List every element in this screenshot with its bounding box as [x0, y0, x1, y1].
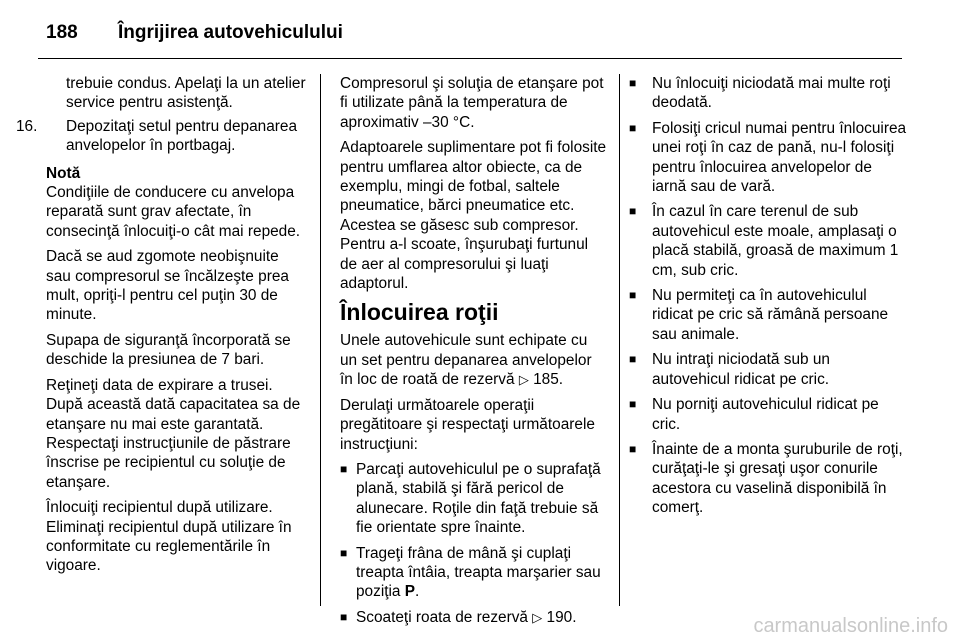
list-item — [624, 202, 908, 280]
list-item — [340, 460, 608, 538]
safety-list — [624, 74, 908, 518]
paragraph-temperature: Compresorul şi soluţia de etanşare pot fi utilizate până la temperatura de aproximativ –30 °C. — [340, 75, 604, 131]
column-3 — [624, 74, 908, 524]
list-item-end: . — [415, 583, 420, 601]
gear-position-label: P — [404, 583, 416, 601]
note-heading: Notă — [46, 164, 81, 182]
bullet-square-icon: ■ — [629, 352, 637, 367]
page-number: 188 — [46, 22, 78, 43]
page-reference-link[interactable]: 190. — [546, 608, 577, 626]
step-16 — [16, 117, 306, 156]
preparation-list — [340, 460, 608, 627]
list-item-text: Nu intraţi niciodată sub un autovehicul ridicat pe cric. — [652, 351, 830, 388]
column-divider-1 — [320, 74, 321, 606]
bullet-square-icon: ■ — [340, 609, 348, 624]
list-item-text: Parcaţi autovehiculul pe o suprafaţă plană, stabilă şi fără pericol de alunecare. Roţile din faţă trebuie să fie orientate spre înainte. — [356, 460, 601, 537]
paragraph-repair-kit-text: Unele autovehicule sunt echipate cu un set pentru depanarea anvelopelor în loc de roată de rezervă — [340, 332, 592, 389]
paragraph-repair-kit — [340, 331, 608, 389]
list-item — [624, 350, 908, 389]
bullet-square-icon: ■ — [629, 76, 637, 90]
section-heading: Înlocuirea roţii — [340, 299, 499, 326]
list-item — [624, 440, 908, 518]
bullet-square-icon: ■ — [629, 441, 637, 456]
list-item-text: Nu permiteţi ca în autovehiculul ridicat pe cric să rămână persoane sau animale. — [652, 287, 889, 343]
note-text: Condiţiile de conducere cu anvelopa reparată sunt grav afectate, în consecinţă înlocuiţi-o cât mai repede. — [46, 184, 301, 240]
list-item — [624, 119, 908, 197]
column-2 — [340, 74, 608, 633]
page-title: Îngrijirea autovehiculului — [118, 22, 343, 43]
list-item-text: În cazul în care terenul de sub autovehicul este moale, amplasaţi o placă stabilă, groasă de maximum 1 cm, sub cric. — [652, 203, 899, 279]
watermark: carmanualsonline.info — [753, 615, 948, 637]
bullet-square-icon: ■ — [629, 120, 637, 135]
list-item-text: Nu înlocuiţi niciodată mai multe roţi deodată. — [652, 75, 891, 112]
paragraph-adapters: Adaptoarele suplimentare pot fi folosite pentru umflarea altor obiecte, ca de exemplu, mingi de fotbal, saltele pneumatice, bărci pneumatice etc. Acestea se găsesc sub compresor. Pentru a-l scoate, înşurubaţi furtunul de aer al compresorului şi luaţi adaptorul. — [340, 139, 607, 293]
column-divider-2 — [619, 74, 620, 606]
bullet-square-icon: ■ — [629, 397, 637, 412]
bullet-square-icon: ■ — [340, 461, 348, 476]
column-1 — [16, 74, 306, 582]
list-item-text: Folosiţi cricul numai pentru înlocuirea unei roţi în caz de pană, nu-l folosiţi pentru înlocuirea anvelopelor de iarnă sau de vară. — [652, 119, 907, 196]
page-header — [0, 0, 960, 60]
list-item-text: Scoateţi roata de rezervă — [356, 608, 528, 626]
header-divider — [38, 58, 902, 59]
list-item — [624, 286, 908, 344]
step-16-text: Depozitaţi setul pentru depanarea anvelopelor în portbagaj. — [66, 117, 298, 155]
bullet-square-icon: ■ — [629, 288, 637, 303]
step-16-number: 16. — [16, 117, 38, 135]
list-item — [624, 395, 908, 434]
page-reference-link[interactable]: 185. — [533, 371, 564, 389]
paragraph-safety-valve: Supapa de siguranţă încorporată se deschide la presiunea de 7 bari. — [46, 331, 291, 369]
page-ref-arrow-icon: ▷ — [518, 372, 529, 388]
bullet-square-icon: ■ — [340, 545, 348, 560]
list-item-text: Înainte de a monta şuruburile de roţi, curăţaţi-le şi gresaţi uşor conurile acestora cu vaselină disponibilă în comerţ. — [652, 440, 903, 517]
paragraph-noise: Dacă se aud zgomote neobişnuite sau compresorul se încălzeşte prea mult, opriţi-l pentru cel puţin 30 de minute. — [46, 248, 289, 324]
list-item — [340, 544, 608, 602]
bullet-square-icon: ■ — [629, 204, 637, 219]
list-item — [340, 608, 608, 627]
paragraph-expiry: Reţineţi data de expirare a trusei. După această dată capacitatea sa de etanşare nu mai este garantată. Respectaţi instrucţiunile de păstrare înscrise pe recipientul cu soluţie de etanşare. — [46, 376, 301, 491]
paragraph-instructions: Derulaţi următoarele operaţii pregătitoare şi respectaţi următoarele instrucţiuni: — [340, 396, 595, 453]
step-15-continuation: trebuie condus. Apelaţi la un atelier service pentru asistenţă. — [66, 75, 306, 112]
list-item — [624, 74, 908, 113]
page-ref-arrow-icon: ▷ — [532, 609, 543, 625]
list-item-text: Trageţi frâna de mână şi cuplaţi treapta întâia, treapta marşarier sau poziţia — [356, 544, 601, 601]
paragraph-disposal: Înlocuiţi recipientul după utilizare. Eliminaţi recipientul după utilizare în conformitate cu reglementările în vigoare. — [46, 499, 292, 575]
list-item-text: Nu porniţi autovehiculul ridicat pe cric. — [652, 396, 879, 433]
